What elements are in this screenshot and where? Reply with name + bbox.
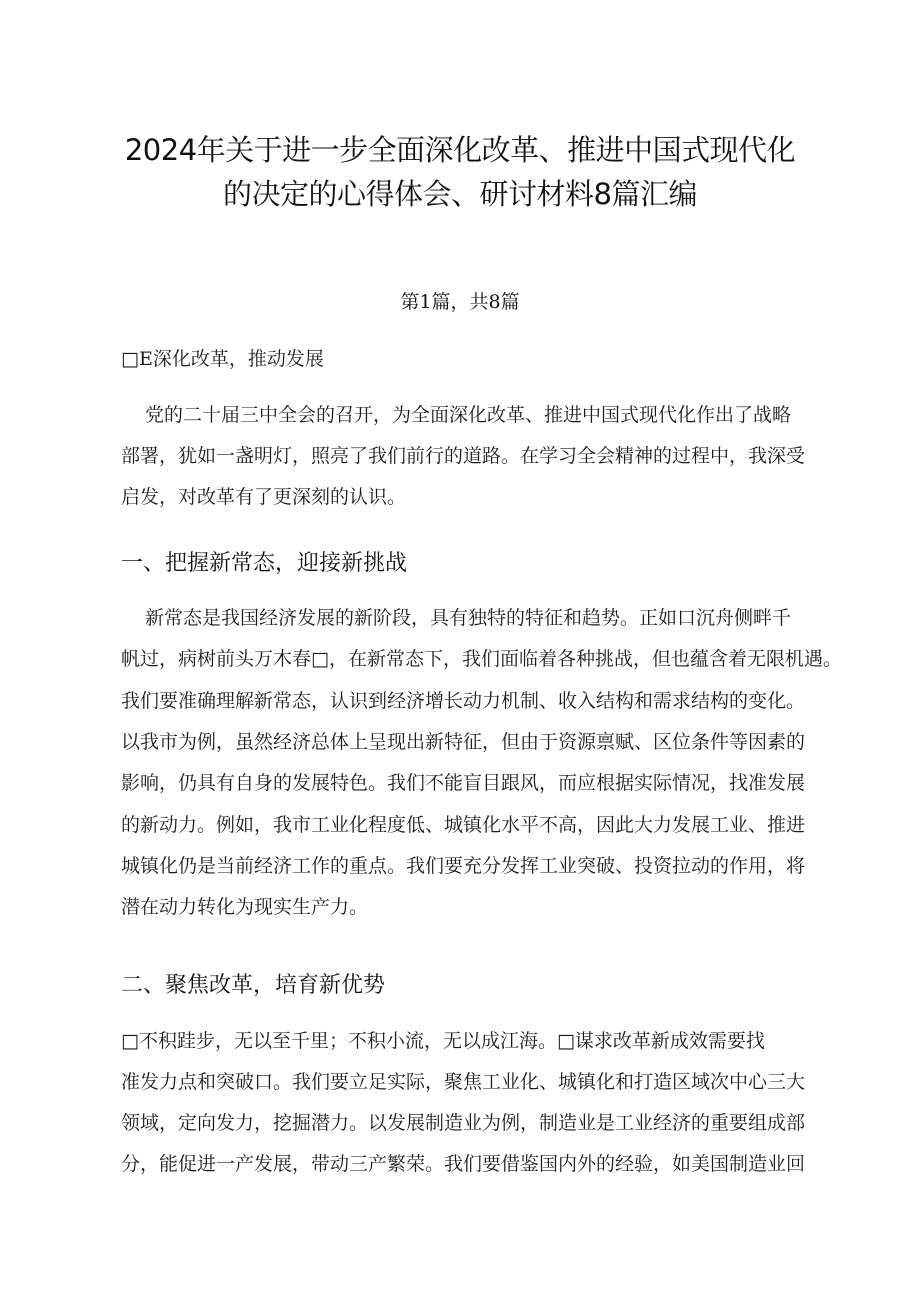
- intro-line-3: 启发，对改革有了更深刻的认识。: [121, 486, 407, 508]
- section-1-heading: 一、把握新常态，迎接新挑战: [121, 551, 408, 576]
- section-1-line-1: 新常态是我国经济发展的新阶段，具有独特的特征和趋势。正如口沉舟侧畔千: [145, 607, 792, 629]
- section-2-line-1: □不积跬步，无以至千里；不积小流，无以成江海。□谋求改革新成效需要找: [121, 1030, 765, 1052]
- section-2-heading: 二、聚焦改革，培育新优势: [121, 973, 386, 998]
- section-2-line-4: 分，能促进一产发展，带动三产繁荣。我们要借鉴国内外的经验，如美国制造业回: [121, 1153, 806, 1175]
- subtitle: □E深化改革，推动发展: [121, 348, 324, 370]
- section-1-line-7: 城镇化仍是当前经济工作的重点。我们要充分发挥工业突破、投资拉动的作用，将: [121, 855, 806, 877]
- intro-line-1: 党的二十届三中全会的召开，为全面深化改革、推进中国式现代化作出了战略: [145, 404, 792, 426]
- section-1-line-6: 的新动力。例如，我市工业化程度低、城镇化水平不高，因此大力发展工业、推进: [121, 814, 806, 836]
- section-2-line-2: 准发力点和突破口。我们要立足实际，聚焦工业化、城镇化和打造区域次中心三大: [121, 1071, 806, 1093]
- document-title-line-2: 的决定的心得体会、研讨材料8篇汇编: [223, 177, 697, 211]
- section-1-line-2: 帆过，病树前头万木春□，在新常态下，我们面临着各种挑战，但也蕴含着无限机遇。: [121, 648, 842, 670]
- section-1-line-4: 以我市为例，虽然经济总体上呈现出新特征，但由于资源禀赋、区位条件等因素的: [121, 731, 806, 753]
- intro-line-2: 部署，犹如一盏明灯，照亮了我们前行的道路。在学习全会精神的过程中，我深受: [121, 445, 806, 467]
- section-1-line-8: 潜在动力转化为现实生产力。: [121, 896, 369, 918]
- section-1-line-5: 影响，仍具有自身的发展特色。我们不能盲目跟风，而应根据实际情况，找准发展: [121, 772, 806, 794]
- section-2-line-3: 领域，定向发力，挖掘潜力。以发展制造业为例，制造业是工业经济的重要组成部: [121, 1112, 806, 1134]
- document-title-line-1: 2024年关于进一步全面深化改革、推进中国式现代化: [124, 133, 796, 167]
- part-label: 第1篇，共8篇: [400, 291, 520, 313]
- section-1-line-3: 我们要准确理解新常态，认识到经济增长动力机制、收入结构和需求结构的变化。: [121, 690, 806, 712]
